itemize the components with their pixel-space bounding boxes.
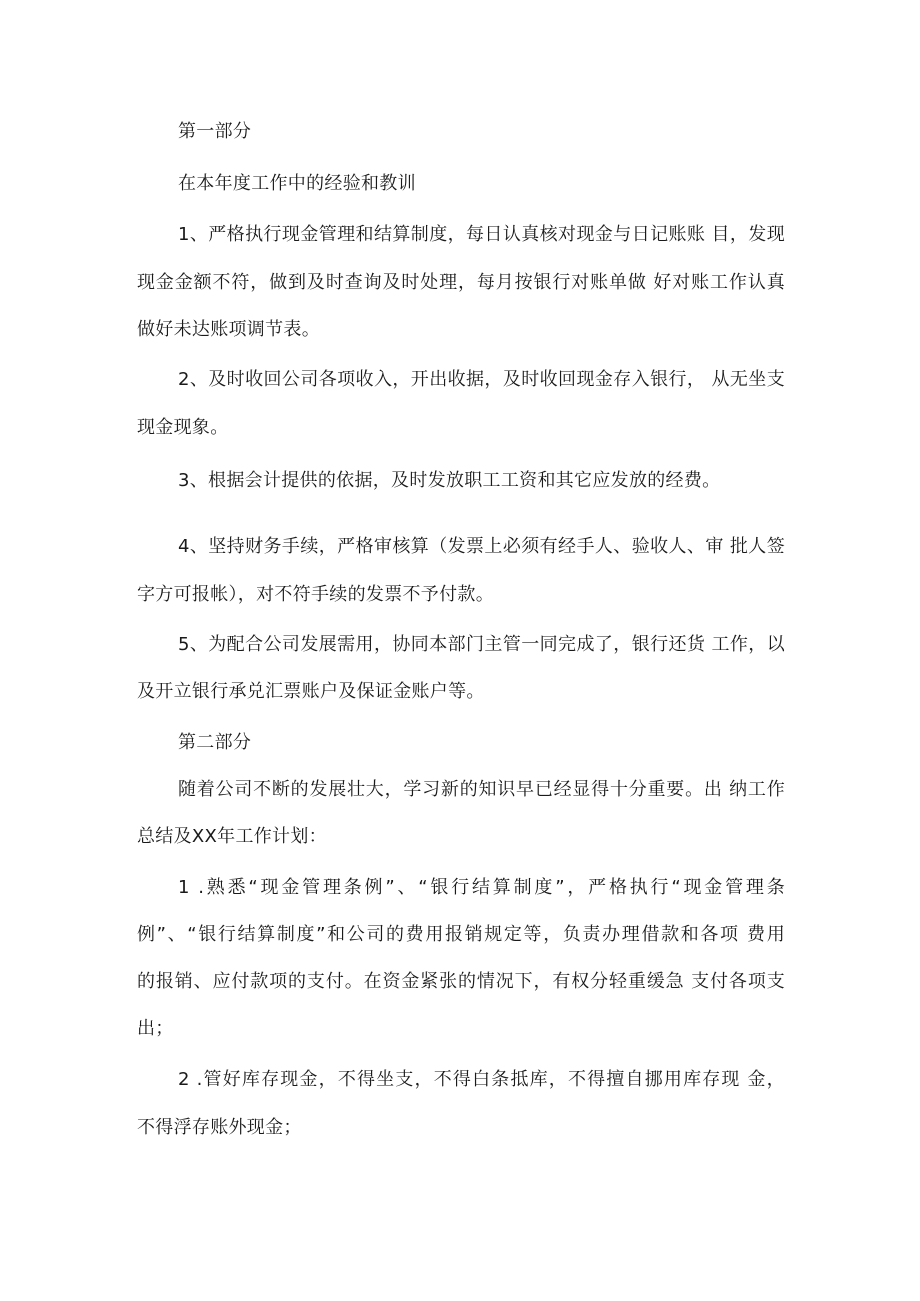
plan1-line3: 的报销、应付款项的支付。在资金紧张的情况下，有权分轻重缓急 支付各项支 — [137, 971, 785, 992]
part2-intro-line1: 随着公司不断的发展壮大，学习新的知识早已经显得十分重要。出 纳工作 — [178, 779, 785, 800]
item1-line3: 做好未达账项调节表。 — [137, 319, 320, 340]
part1-heading: 第一部分 — [178, 121, 252, 142]
item4-line1: 4、坚持财务手续，严格审核算（发票上必须有经手人、验收人、审 批人签 — [178, 536, 785, 557]
part1-subtitle: 在本年度工作中的经验和教训 — [178, 173, 416, 194]
item1-line1: 1、严格执行现金管理和结算制度，每日认真核对现金与日记账账 目，发现 — [178, 224, 785, 245]
plan2-line2: 不得浮存账外现金； — [137, 1117, 302, 1138]
item4-line2: 字方可报帐），对不符手续的发票不予付款。 — [137, 584, 494, 605]
item1-line2: 现金金额不符，做到及时查询及时处理，每月按银行对账单做 好对账工作认真 — [137, 272, 785, 293]
part2-heading: 第二部分 — [178, 732, 252, 753]
item2-line1: 2、及时收回公司各项收入，开出收据，及时收回现金存入银行， 从无坐支 — [178, 369, 785, 390]
part2-intro-line2: 总结及XX年工作计划： — [137, 826, 327, 847]
plan1-line1: 1 .熟悉“现金管理条例”、“银行结算制度”，严格执行“现金管理条 — [178, 877, 785, 898]
plan1-line2: 例”、“银行结算制度”和公司的费用报销规定等，负责办理借款和各项 费用 — [137, 924, 785, 945]
item5-line1: 5、为配合公司发展需用，协同本部门主管一同完成了，银行还货 工作，以 — [178, 634, 785, 655]
plan2-line1: 2 .管好库存现金，不得坐支，不得白条抵库，不得擅自挪用库存现 金， — [178, 1069, 785, 1090]
item2-line2: 现金现象。 — [137, 417, 229, 438]
item3-line1: 3、根据会计提供的依据，及时发放职工工资和其它应发放的经费。 — [178, 470, 721, 491]
plan1-line4: 出； — [137, 1018, 174, 1039]
item5-line2: 及开立银行承兑汇票账户及保证金账户等。 — [137, 681, 485, 702]
